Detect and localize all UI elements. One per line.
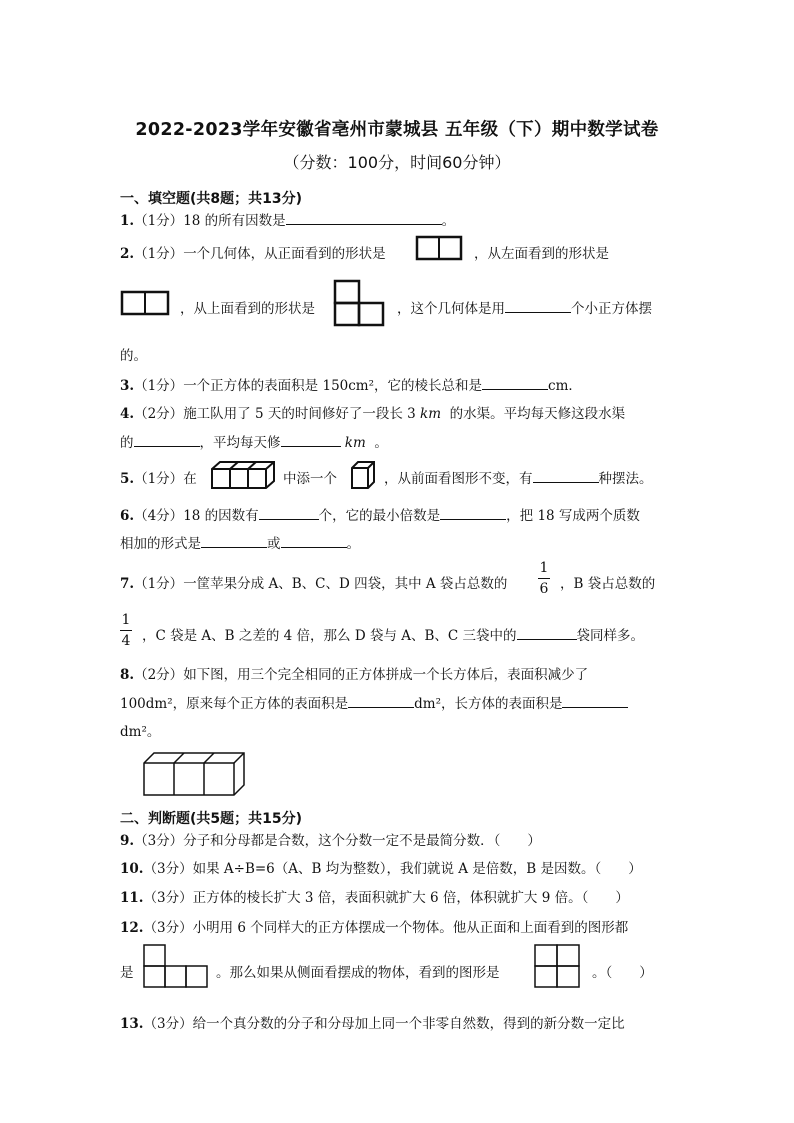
answer-blank[interactable] xyxy=(134,432,200,447)
question-text: 一筐苹果分成 A、B、C、D 四袋，其中 A 袋占总数的 xyxy=(183,576,508,592)
question-10 xyxy=(120,857,642,877)
question-12-text-2: 是 xyxy=(120,965,134,981)
question-5 xyxy=(120,467,197,487)
question-8-line-2 xyxy=(120,692,628,712)
question-text: 正方体的棱长扩大 3 倍，表面积就扩大 6 倍，体积就扩大 9 倍。（ ） xyxy=(192,890,629,906)
answer-blank[interactable] xyxy=(517,625,577,640)
question-score: （1分） xyxy=(134,213,184,229)
question-text: 18 的所有因数是 xyxy=(183,213,286,229)
question-score: （2分） xyxy=(134,406,184,422)
question-number: 3. xyxy=(120,378,135,394)
question-2-text-3: ，从上面看到的形状是 xyxy=(180,301,315,317)
question-unit: cm． xyxy=(548,378,582,394)
question-text: 给一个真分数的分子和分母加上同一个非零自然数，得到的新分数一定比 xyxy=(192,1016,625,1032)
question-score: （3分） xyxy=(134,833,184,849)
question-1 xyxy=(120,209,455,229)
question-text-tail: 种摆法。 xyxy=(598,471,653,487)
section-heading-true-false: 二、判断题(共5题；共15分) xyxy=(120,811,303,827)
answer-blank[interactable] xyxy=(281,432,341,447)
answer-blank[interactable] xyxy=(286,210,442,225)
question-number: 9. xyxy=(120,833,135,849)
question-12 xyxy=(120,916,628,936)
answer-blank[interactable] xyxy=(533,468,599,483)
answer-blank[interactable] xyxy=(482,375,548,390)
question-9 xyxy=(120,829,541,849)
question-4-line-2 xyxy=(120,431,388,451)
left-view-figure xyxy=(121,291,171,317)
question-text: 18 的因数有 xyxy=(183,508,259,524)
answer-blank[interactable] xyxy=(201,533,267,548)
question-2-text-6: 的。 xyxy=(120,348,147,364)
question-text: 100dm²，原来每个正方体的表面积是 xyxy=(120,696,349,712)
fraction-bar xyxy=(120,630,132,631)
question-text: 。 xyxy=(346,536,360,552)
question-number: 12. xyxy=(120,920,144,936)
question-number: 8. xyxy=(120,667,135,683)
side-view-figure xyxy=(534,944,582,990)
fraction-denominator: 6 xyxy=(539,581,549,597)
fraction-numerator: 1 xyxy=(121,612,131,628)
question-text: 个，它的最小倍数是 xyxy=(318,508,441,524)
question-number: 10. xyxy=(120,861,144,877)
question-3 xyxy=(120,374,582,394)
front-top-view-figure xyxy=(143,944,209,990)
fraction-one-quarter xyxy=(120,612,132,649)
question-12-text-4: 。（ ） xyxy=(592,965,653,981)
question-text: 的 xyxy=(120,435,134,451)
question-score: （1分） xyxy=(134,246,184,262)
question-text: 或 xyxy=(267,536,281,552)
question-13 xyxy=(120,1012,625,1032)
question-number: 5. xyxy=(120,471,135,487)
question-text: ，把 18 写成两个质数 xyxy=(506,508,640,524)
question-score: （2分） xyxy=(134,667,184,683)
fraction-one-sixth xyxy=(538,560,550,597)
question-score: （4分） xyxy=(134,508,184,524)
answer-blank[interactable] xyxy=(281,533,347,548)
question-7 xyxy=(120,572,507,592)
question-score: （3分） xyxy=(143,920,193,936)
question-score: （3分） xyxy=(143,1016,193,1032)
question-text: 相加的形式是 xyxy=(120,536,201,552)
question-score: （1分） xyxy=(134,471,184,487)
question-8-line-3: dm²。 xyxy=(120,724,161,740)
question-6 xyxy=(120,504,640,524)
question-number: 7. xyxy=(120,576,135,592)
question-number: 1. xyxy=(120,213,135,229)
answer-blank[interactable] xyxy=(348,693,414,708)
question-text: 分子和分母都是合数，这个分数一定不是最简分数．（ ） xyxy=(183,833,541,849)
top-view-figure xyxy=(334,280,386,328)
question-5-text-3 xyxy=(384,467,653,487)
question-5-text-2: 中添一个 xyxy=(283,471,337,487)
question-number: 11. xyxy=(120,890,144,906)
question-number: 6. xyxy=(120,508,135,524)
question-7-text-2: ，B 袋占总数的 xyxy=(560,576,656,592)
question-6-line-2 xyxy=(120,532,360,552)
page-subtitle: （分数：100分，时间60分钟） xyxy=(283,153,511,172)
question-number: 2. xyxy=(120,246,135,262)
question-text: ，从前面看图形不变，有 xyxy=(384,471,533,487)
question-text: dm²，长方体的表面积是 xyxy=(414,696,563,712)
question-score: （1分） xyxy=(134,576,184,592)
question-2-text-4 xyxy=(397,297,652,317)
question-text-tail: 袋同样多。 xyxy=(576,628,645,644)
answer-blank[interactable] xyxy=(440,505,506,520)
question-text: 一个正方体的表面积是 150cm²，它的棱长总和是 xyxy=(183,378,483,394)
question-text: 在 xyxy=(183,471,197,487)
question-score: （1分） xyxy=(134,378,184,394)
question-text-2: 的水渠。平均每天修这段水渠 xyxy=(449,406,626,422)
question-text-end: 。 xyxy=(441,213,456,229)
question-7-line-2 xyxy=(142,624,644,644)
fraction-numerator: 1 xyxy=(539,560,549,576)
unit-km: km xyxy=(344,435,366,451)
question-text: ，C 袋是 A、B 之差的 4 倍，那么 D 袋与 A、B、C 三袋中的 xyxy=(142,628,517,644)
three-cubes-row-figure xyxy=(210,459,276,491)
question-11 xyxy=(120,886,629,906)
fraction-denominator: 4 xyxy=(121,633,131,649)
page-title: 2022-2023学年安徽省亳州市蒙城县 五年级（下）期中数学试卷 xyxy=(135,120,659,140)
question-text: 一个几何体，从正面看到的形状是 xyxy=(183,246,386,262)
question-4 xyxy=(120,402,625,422)
question-score: （3分） xyxy=(143,861,193,877)
answer-blank[interactable] xyxy=(562,693,628,708)
question-2 xyxy=(120,242,386,262)
question-text: ，平均每天修 xyxy=(199,435,281,451)
question-text: 如果 A÷B=6（A、B 均为整数），我们就说 A 是倍数，B 是因数。（ ） xyxy=(192,861,642,877)
front-view-figure xyxy=(416,236,464,262)
question-text: 小明用 6 个同样大的正方体摆成一个物体。他从正面和上面看到的图形都 xyxy=(192,920,629,936)
three-cubes-cuboid-figure xyxy=(143,751,247,797)
question-number: 4. xyxy=(120,406,135,422)
fraction-bar xyxy=(538,578,550,579)
question-text: ，这个几何体是用 xyxy=(397,301,505,317)
question-text-tail: 个小正方体摆 xyxy=(571,301,652,317)
unit-km: km xyxy=(420,406,442,422)
answer-blank[interactable] xyxy=(505,298,571,313)
question-text: 如下图，用三个完全相同的正方体拼成一个长方体后，表面积减少了 xyxy=(183,667,589,683)
question-8 xyxy=(120,663,588,683)
single-cube-figure xyxy=(350,460,376,490)
section-heading-fill-blank: 一、填空题(共8题；共13分) xyxy=(120,191,303,207)
answer-blank[interactable] xyxy=(259,505,319,520)
question-number: 13. xyxy=(120,1016,144,1032)
question-text: 。 xyxy=(374,435,388,451)
question-12-text-3: 。那么如果从侧面看摆成的物体，看到的图形是 xyxy=(216,965,500,981)
question-2-text-2: ，从左面看到的形状是 xyxy=(474,246,609,262)
question-score: （3分） xyxy=(143,890,193,906)
question-text: 施工队用了 5 天的时间修好了一段长 3 xyxy=(183,406,416,422)
